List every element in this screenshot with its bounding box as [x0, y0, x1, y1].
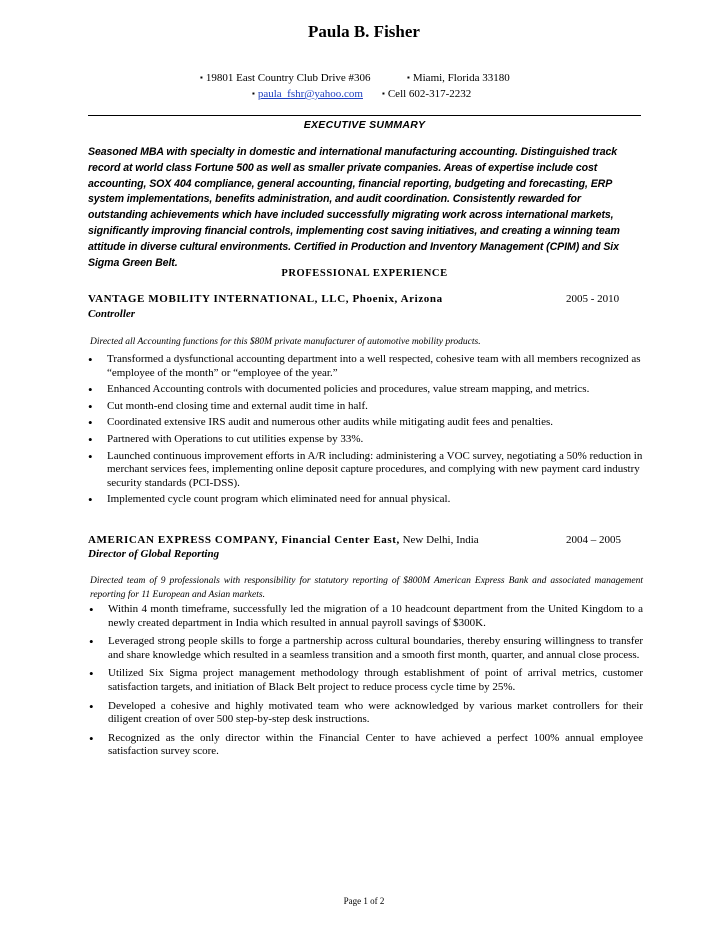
bullet-icon: •	[88, 398, 93, 414]
list-item: • Coordinated extensive IRS audit and numerous other audits while mitigating audit fees and penalties.	[88, 415, 554, 431]
job-1-header	[88, 293, 641, 305]
job-1-title: Controller	[88, 308, 136, 320]
bullet-icon: •	[88, 431, 93, 447]
bullet-icon: •	[89, 698, 94, 714]
job-2-dates: 2004 – 2005	[566, 534, 621, 546]
list-item: • Within 4 month timeframe, successfully led the migration of a 10 headcount department from the United Kingdom to a newly created department in India which resulted in annual payroll savings of $300K.	[89, 602, 643, 629]
list-item: • Partnered with Operations to cut utilities expense by 33%.	[88, 431, 364, 447]
email-link[interactable]: paula_fshr@yahoo.com	[257, 88, 363, 100]
square-bullet-icon: ▪	[382, 89, 385, 98]
list-item: • Enhanced Accounting controls with documented policies and procedures, value stream mapping, and metrics.	[88, 382, 590, 398]
list-item: • Cut month-end closing time and external audit time in half.	[88, 398, 368, 414]
bullet-icon: •	[88, 448, 93, 464]
job-2-description: Directed team of 9 professionals with responsibility for statutory reporting of $800M American Express Bank and associated management reporting for 11 European and Asian markets.	[90, 576, 643, 600]
executive-summary-heading: EXECUTIVE SUMMARY	[303, 119, 426, 131]
list-item: • Transformed a dysfunctional accounting department into a well respected, cohesive team with all members recognized as “employee of the month” or “employee of the year.”	[88, 352, 641, 379]
list-item: • Utilized Six Sigma project management methodology through establishment of point of arrival metrics, customer satisfaction targets, and initiation of Black Belt project to reduce process cycle time by 25%.	[89, 666, 643, 693]
email[interactable]	[252, 88, 363, 100]
list-item: • Implemented cycle count program which eliminated need for annual physical.	[88, 492, 451, 508]
bullet-icon: •	[88, 382, 93, 398]
bullet-icon: •	[88, 352, 93, 367]
address: ▪ 19801 East Country Club Drive #306	[200, 72, 371, 84]
header-divider	[88, 115, 641, 116]
bullet-icon: •	[89, 602, 94, 617]
list-item: • Leveraged strong people skills to forge a partnership across cultural boundaries, thereby ensuring willingness to transfer and share knowledge which resulted in a seamless transition and a smooth first month, quarter, and annual close process.	[89, 634, 643, 661]
square-bullet-icon: ▪	[200, 73, 203, 82]
job-1-achievements	[88, 353, 643, 510]
square-bullet-icon: ▪	[407, 73, 410, 82]
job-2-achievements	[88, 603, 643, 764]
cell-phone: ▪ Cell 602-317-2232	[382, 88, 472, 100]
bullet-icon: •	[88, 415, 93, 431]
list-item: • Launched continuous improvement efforts in A/R including: administering a VOC survey, negotiating a 50% reduction in merchant services fees, implementing online deposit capture procedures, and complying with new payment card industry security standards (PCI-DSS).	[88, 448, 643, 489]
job-1-company: VANTAGE MOBILITY INTERNATIONAL, LLC, Phoenix, Arizona	[88, 293, 443, 305]
job-1-dates: 2005 - 2010	[566, 293, 620, 305]
list-item: • Developed a cohesive and highly motivated team who were acknowledged by various market controllers for their diligent creation of over 500 step-by-step desk instructions.	[89, 698, 643, 726]
job-2-header	[88, 534, 641, 546]
square-bullet-icon: ▪	[252, 89, 255, 98]
job-2-company: AMERICAN EXPRESS COMPANY, Financial Center East,	[88, 534, 400, 546]
executive-summary-text: Seasoned MBA with specialty in domestic and international manufacturing accounting. Distinguished track record at world class Fortune 500 as well as smaller private companies. Areas of expertise include cost accounting, SOX 404 compliance, general accounting, financial reporting, budgeting and forecasting, ERP system implementations, benefits administration, and audit coordination. Consistently rewarded for outstanding achievements which have included successfully migrating work across international markets, significantly improving financial controls, implementing cost saving initiatives, and creating a winning team attitude in diverse cultural environments. Certified in Production and Inventory Management (CPIM) and Six Sigma Green Belt.	[88, 146, 620, 269]
city: ▪ Miami, Florida 33180	[407, 72, 510, 84]
bullet-icon: •	[89, 666, 94, 682]
page-number: Page 1 of 2	[343, 896, 385, 906]
job-2-location: New Delhi, India	[399, 534, 479, 546]
job-1-description: Directed all Accounting functions for this $80M private manufacturer of automotive mobility products.	[90, 337, 481, 347]
bullet-icon: •	[89, 634, 94, 650]
bullet-icon: •	[89, 730, 94, 746]
bullet-icon: •	[88, 492, 93, 508]
professional-experience-heading: PROFESSIONAL EXPERIENCE	[281, 268, 448, 279]
job-2-title: Director of Global Reporting	[88, 548, 220, 560]
candidate-name: Paula B. Fisher	[308, 22, 420, 41]
list-item: • Recognized as the only director within the Financial Center to have achieved a perfect 100% annual employee satisfaction survey score.	[89, 730, 643, 758]
